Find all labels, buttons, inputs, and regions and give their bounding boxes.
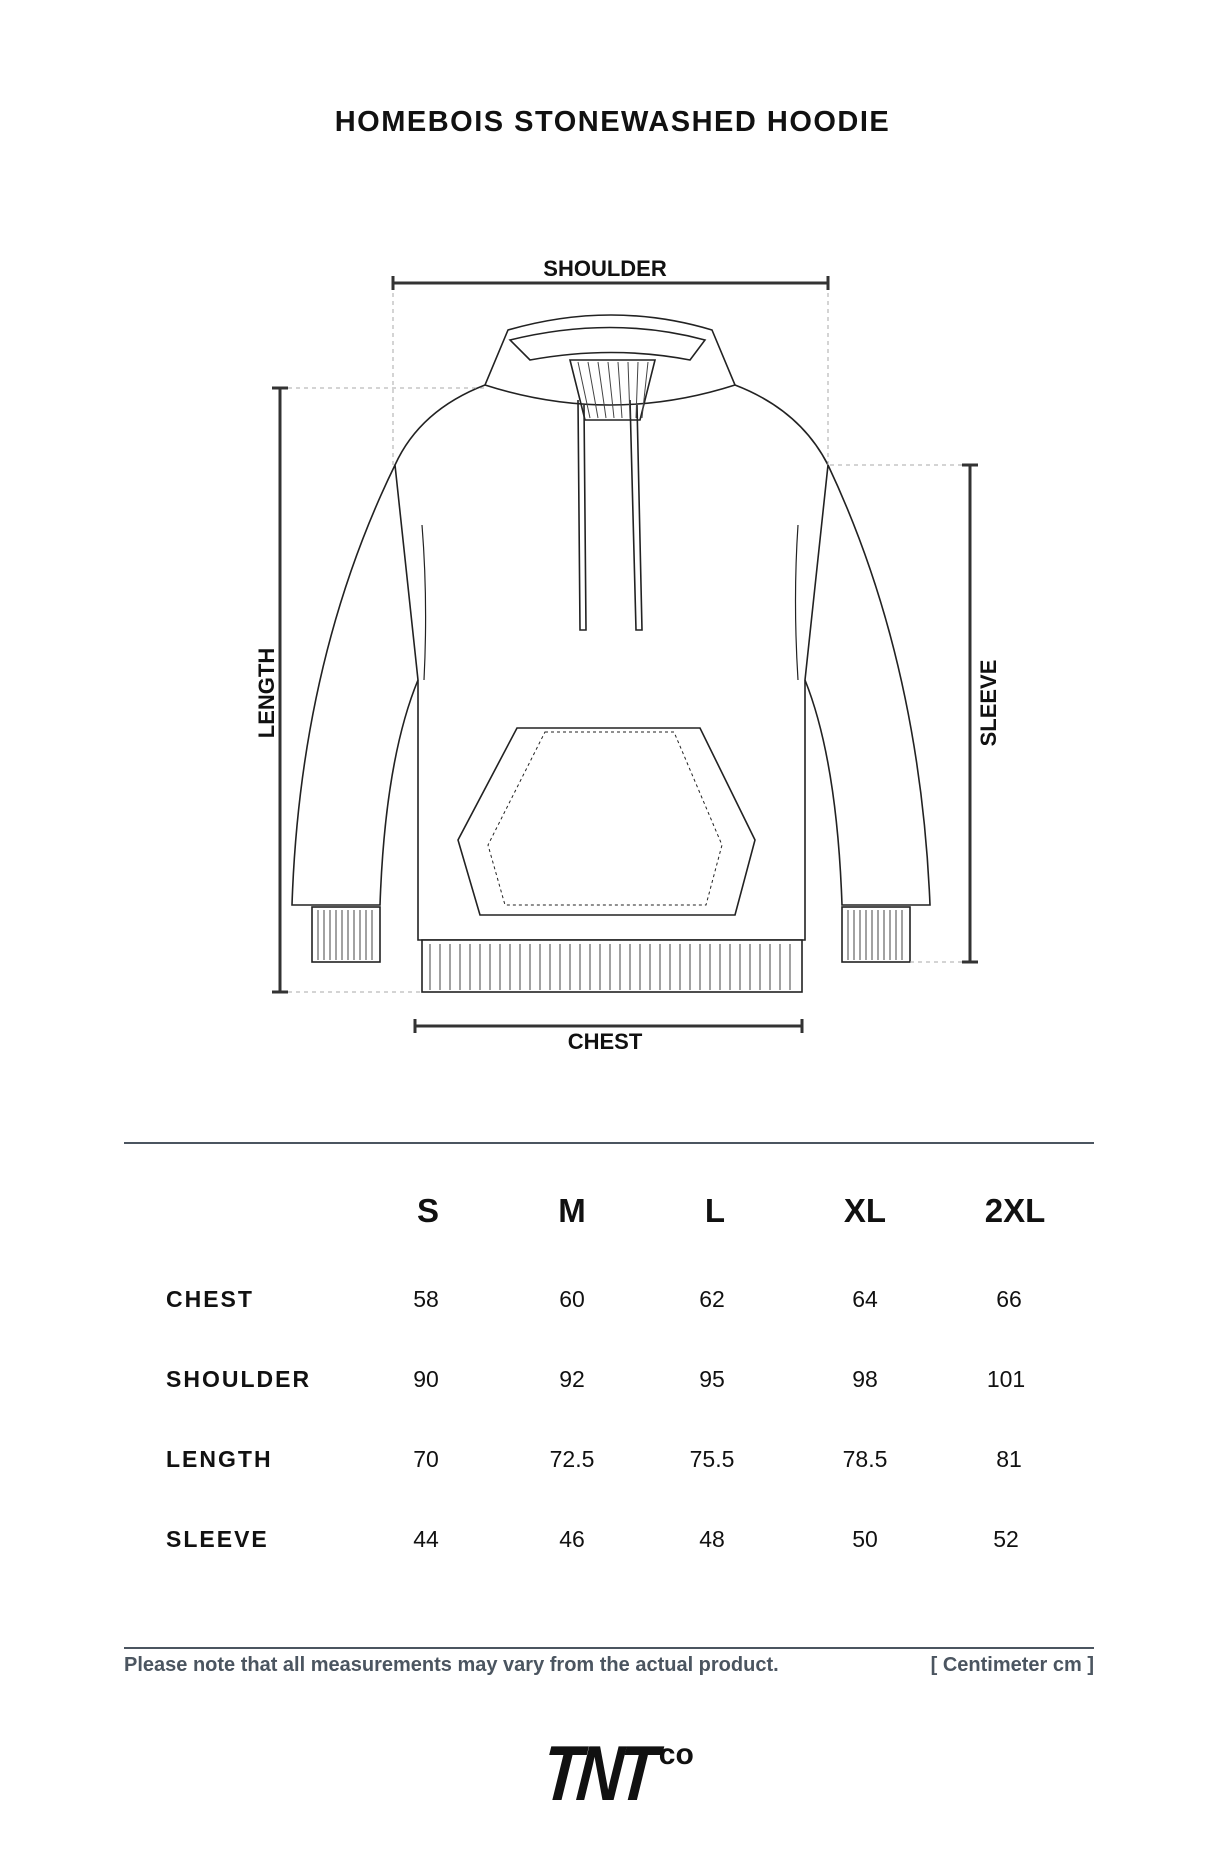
- right-sleeve: [805, 465, 930, 905]
- table-bottom-rule: [124, 1647, 1094, 1649]
- row-label: CHEST: [166, 1286, 254, 1312]
- table-cell: 48: [699, 1526, 725, 1552]
- table-top-rule: [124, 1142, 1094, 1144]
- left-cuff: [312, 907, 380, 962]
- chest-label: CHEST: [567, 1029, 643, 1054]
- table-cell: 44: [413, 1526, 439, 1552]
- waistband: [422, 940, 802, 992]
- body-right: [612, 385, 828, 940]
- table-cell: 58: [413, 1286, 439, 1312]
- row-label: SHOULDER: [166, 1366, 312, 1392]
- table-cell: 52: [993, 1526, 1019, 1552]
- size-header: 2XL: [984, 1192, 1046, 1229]
- table-cell: 66: [996, 1286, 1022, 1312]
- measurement-note: Please note that all measurements may vary from the actual product.: [124, 1654, 779, 1676]
- table-cell: 70: [413, 1446, 439, 1472]
- length-label: LENGTH: [254, 647, 279, 739]
- table-cell: 92: [559, 1366, 585, 1392]
- table-cell: 98: [852, 1366, 878, 1392]
- table-cell: 62: [699, 1286, 725, 1312]
- body-left: [395, 385, 612, 940]
- table-cell: 46: [559, 1526, 585, 1552]
- size-header: XL: [843, 1192, 887, 1229]
- logo-sub: co: [658, 1738, 694, 1771]
- drawstring-right: [630, 400, 642, 630]
- sleeve-label: SLEEVE: [976, 659, 1001, 747]
- table-cell: 101: [986, 1366, 1026, 1392]
- left-sleeve: [292, 465, 418, 905]
- table-cell: 75.5: [689, 1446, 735, 1472]
- size-header: S: [416, 1192, 440, 1229]
- size-header: L: [704, 1192, 726, 1229]
- logo-main: TNT: [539, 1729, 657, 1817]
- unit-label: [ Centimeter cm ]: [930, 1654, 1094, 1676]
- table-cell: 90: [413, 1366, 439, 1392]
- size-header: M: [558, 1192, 586, 1229]
- drawstring-left: [578, 400, 586, 630]
- shoulder-label: SHOULDER: [543, 256, 667, 281]
- table-cell: 50: [852, 1526, 878, 1552]
- brand-logo: [0, 1728, 1225, 1819]
- right-cuff: [842, 907, 910, 962]
- table-cell: 72.5: [549, 1446, 595, 1472]
- row-label: LENGTH: [166, 1446, 273, 1472]
- table-cell: 64: [852, 1286, 878, 1312]
- page-title: HOMEBOIS STONEWASHED HOODIE: [334, 106, 891, 138]
- table-cell: 78.5: [842, 1446, 888, 1472]
- table-cell: 60: [559, 1286, 585, 1312]
- table-cell: 95: [699, 1366, 725, 1392]
- table-cell: 81: [996, 1446, 1022, 1472]
- row-label: SLEEVE: [166, 1526, 269, 1552]
